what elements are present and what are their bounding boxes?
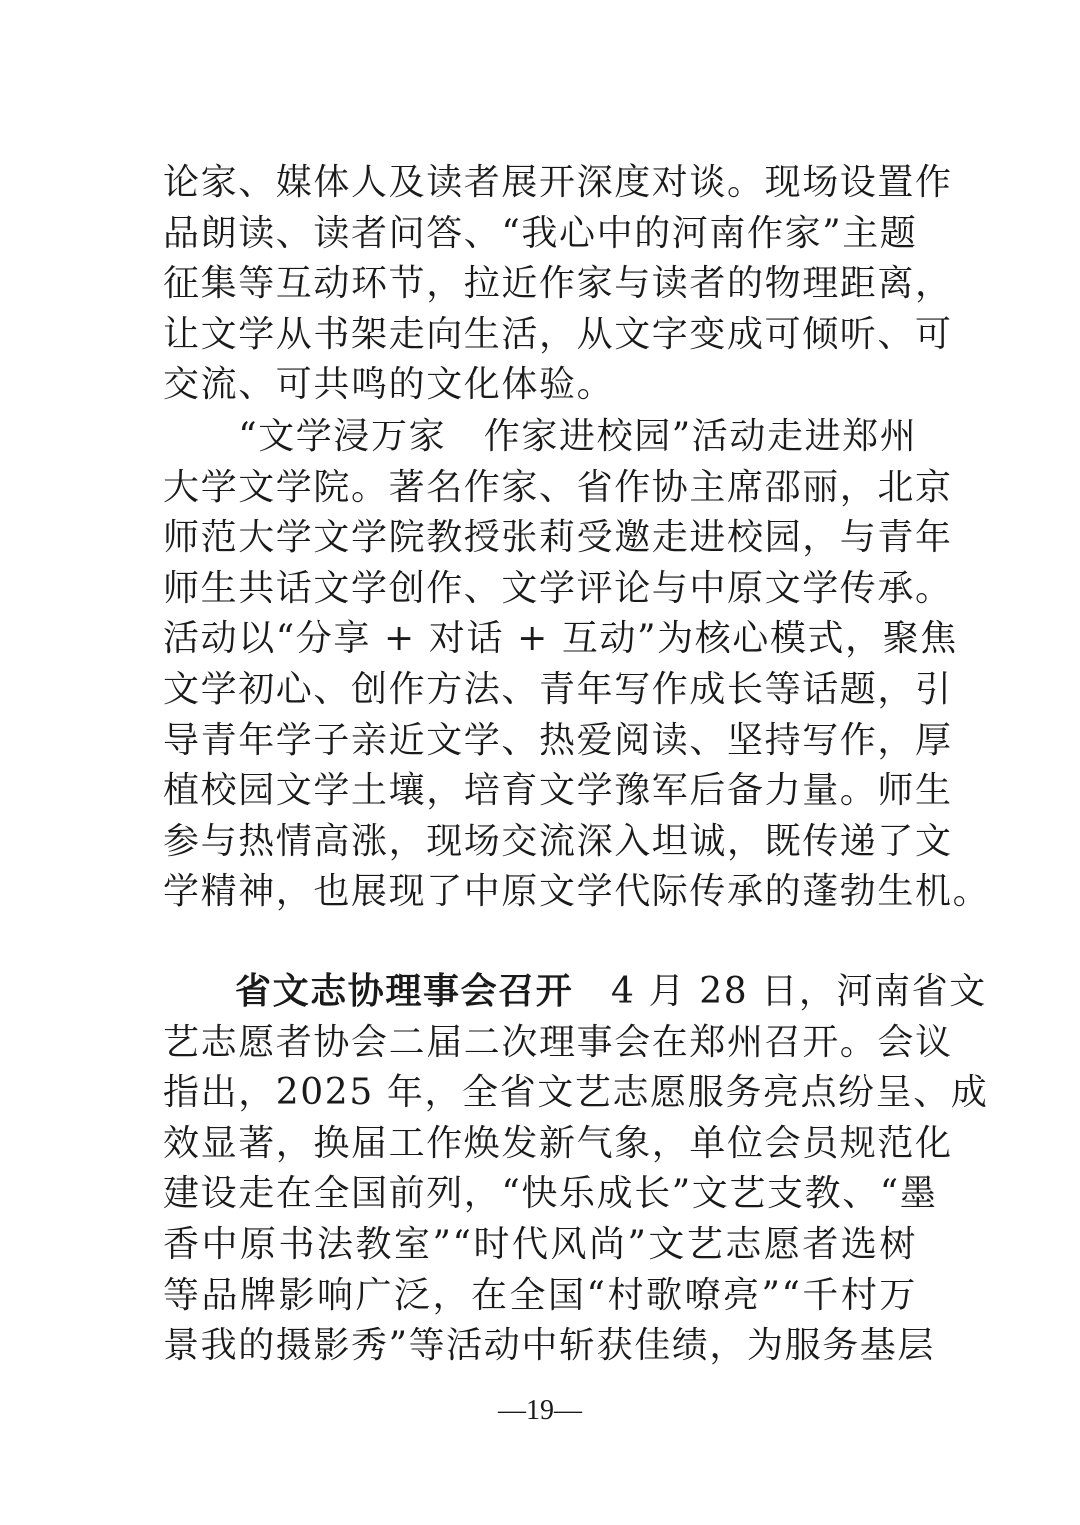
text-line: 文学初心、创作方法、青年写作成长等话题，引 <box>163 668 953 710</box>
text-line: 论家、媒体人及读者展开深度对谈。现场设置作 <box>163 162 953 203</box>
text-line: 植校园文学土壤，培育文学豫军后备力量。师生 <box>163 770 953 812</box>
text-line: “文学浸万家 作家进校园”活动走进郑州 <box>163 416 918 457</box>
text-line: 导青年学子亲近文学、热爱阅读、坚持写作，厚 <box>163 719 953 761</box>
text-line: 参与热情高涨，现场交流深入坦诚，既传递了文 <box>163 820 953 862</box>
text-line: 交流、可共鸣的文化体验。 <box>163 364 615 406</box>
page-number: —19— <box>498 1395 582 1426</box>
text-line: 师范大学文学院教授张莉受邀走进校园，与青年 <box>163 517 953 559</box>
text-line: 活动以“分享 + 对话 + 互动”为核心模式，聚焦 <box>163 618 958 660</box>
text-line: 师生共话文学创作、文学评论与中原文学传承。 <box>163 567 953 609</box>
section-heading: 省文志协理事会召开 <box>235 971 574 1012</box>
text-line: 香中原书法教室”“时代风尚”文艺志愿者选树 <box>163 1223 917 1265</box>
text-line: 征集等互动环节，拉近作家与读者的物理距离， <box>163 263 953 305</box>
text-line: 等品牌影响广泛，在全国“村歌嘹亮”“千村万 <box>163 1274 917 1316</box>
paragraph-campus-activity <box>163 412 991 918</box>
heading-line-text: 4 月 28 日，河南省文 <box>573 971 987 1012</box>
text-line: 学精神，也展现了中原文学代际传承的蓬勃生机。 <box>163 871 991 913</box>
text-line: 品朗读、读者问答、“我心中的河南作家”主题 <box>163 212 918 254</box>
text-line: 建设走在全国前列，“快乐成长”文艺支教、“墨 <box>163 1173 938 1215</box>
text-line: 指出，2025 年，全省文艺志愿服务亮点纷呈、成 <box>163 1072 989 1114</box>
text-line: 景我的摄影秀”等活动中斩获佳绩，为服务基层 <box>163 1325 936 1367</box>
paragraph-council-meeting <box>163 967 989 1372</box>
text-line-with-heading <box>163 967 987 1018</box>
text-line: 效显著，换届工作焕发新气象，单位会员规范化 <box>163 1122 953 1164</box>
text-line: 让文学从书架走向生活，从文字变成可倾听、可 <box>163 313 953 355</box>
paragraph-continuation <box>163 158 953 411</box>
text-line: 大学文学院。著名作家、省作协主席邵丽，北京 <box>163 466 953 508</box>
text-line: 艺志愿者协会二届二次理事会在郑州召开。会议 <box>163 1021 953 1063</box>
